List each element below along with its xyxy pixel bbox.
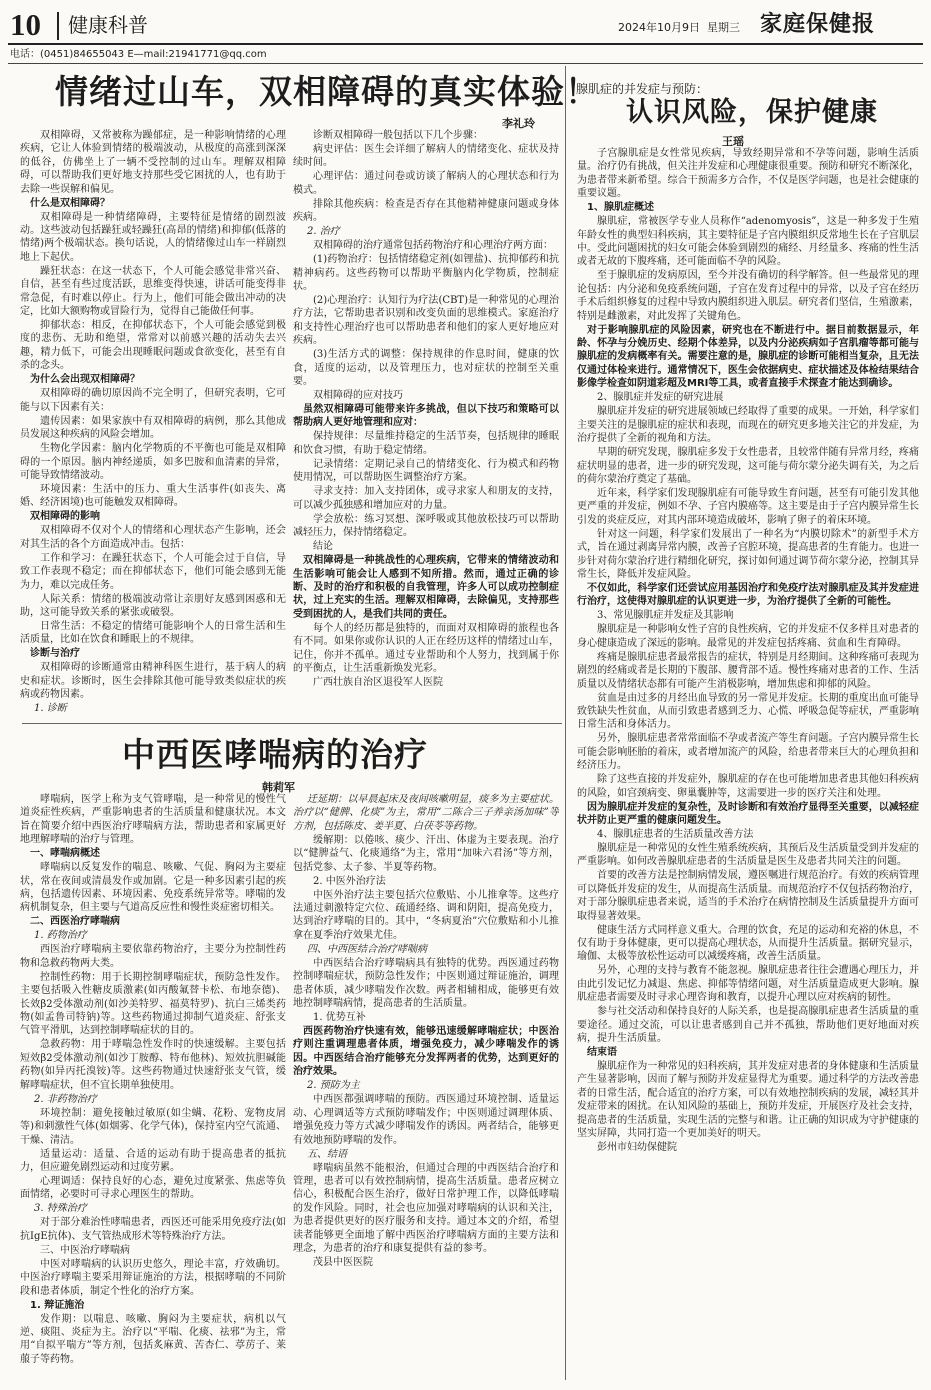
paragraph: 学会放松：练习冥想、深呼吸或其他放松技巧可以帮助减轻压力，保持情绪稳定。 <box>293 513 559 539</box>
paragraph: 腺肌症，常被医学专业人员称作“adenomyosis”，这是一种多发于生殖年龄女性的典型妇科疾病，其主要特征是子宫内膜组织反常地生长在子宫肌层中。受此问题困扰的妇女可能会体验到剧烈的痛经、月经量多、疼痛的性生活或者无故的下腹疼痛，还可能面临不孕的风险。 <box>577 216 919 268</box>
paragraph: 腺肌症是一种影响女性子宫的良性疾病，它的并发症不仅多样且对患者的身心健康造成了深远的影响。最常见的并发症包括疼痛、贫血和生育障碍。 <box>577 624 919 649</box>
paragraph: (1)药物治疗：包括情绪稳定剂(如锂盐)、抗抑郁药和抗精神病药。这些药物可以帮助平衡脑内化学物质，控制症状。 <box>293 254 559 293</box>
contact-line: 电话：(0451)84655043 E—mail:21941771@qq.com <box>10 49 267 60</box>
article1-column-1 <box>20 129 286 723</box>
paragraph: 针对这一问题，科学家们发展出了一种名为“内膜切除术”的新型手术方式，旨在通过剥离异常内膜，改善子宫腔环境，提高患者的生育能力。也进一步针对荷尔蒙治疗进行精细化研究，探讨如何通过调节荷尔蒙分泌，控制其异常生长，降低并发症风险。 <box>577 528 919 580</box>
paragraph: 子宫腺肌症是女性常见疾病，导致经期异常和不孕等问题，影响生活质量。治疗仍有挑战，但关注并发症和心理健康很重要。预防和研究不断深化，为患者带来新希望。综合干预需多方合作，不仅是医学问题，也是社会健康的重要议题。 <box>577 148 919 200</box>
article3-author: 王瑶 <box>722 135 744 148</box>
paragraph: 双相障碍的治疗通常包括药物治疗和心理治疗两方面： <box>313 240 553 252</box>
paragraph: 生物化学因素：脑内化学物质的不平衡也可能是双相障碍的一个原因。脑内神经递质，如多巴胺和血清素的异常，可能导致情绪波动。 <box>20 443 286 481</box>
paragraph: 哮喘病以反复发作的喘息、咳嗽、气促、胸闷为主要症状，常在夜间或清晨发作或加剧。它是一种多因素引起的疾病，包括遗传因素、环境因素、免疫系统异常等。哮喘的发病机制复杂，但主要与气道高反应性和慢性炎症密切相关。 <box>20 862 286 914</box>
paragraph: 哮喘病，医学上称为支气管哮喘，是一种常见的慢性气道炎症性疾病，严重影响患者的生活质量和健康状况。本文旨在简要介绍中西医治疗哮喘病方法，帮助患者和家属更好地理解哮喘的治疗与管理。 <box>20 794 286 846</box>
paragraph: 中医外治疗法主要包括穴位敷贴、小儿推拿等。这些疗法通过刺激特定穴位、疏通经络、调和阴阳，提高免疫力，达到治疗哮喘的目的。其中，“冬病夏治”穴位敷贴和小儿推拿在夏季治疗效果尤佳。 <box>293 889 559 941</box>
paragraph: 贫血是由过多的月经出血导致的另一常见并发症。长期的重度出血可能导致铁缺失性贫血，从而引致患者感到乏力、心慌、呼吸急促等症状，严重影响日常生活和身体活力。 <box>577 692 919 731</box>
paragraph: (3)生活方式的调整：保持规律的作息时间，健康的饮食，适度的运动，以及管理压力，也对症状的控制至关重要。 <box>293 349 559 388</box>
article1-title: 情绪过山车，双相障碍的真实体验！ <box>55 72 599 111</box>
section-heading: 不仅如此，科学家们还尝试应用基因治疗和免疫疗法对腺肌症及其并发症进行治疗，这使得对腺肌症的认识更进一步，为治疗提供了全新的可能性。 <box>577 582 919 608</box>
paragraph: 早期的研究发现，腺肌症多发于女性患者，且较常伴随有异常月经，疼痛症状明显的患者，进一步的研究发现，这可能与荷尔蒙分泌失调有关，为之后的荷尔蒙治疗奠定了基础。 <box>577 447 919 485</box>
paragraph: 双相障碍是一种情绪障碍，主要特征是情绪的剧烈波动。这些波动包括躁狂或轻躁狂(高昂的情绪)和抑郁(低落的情绪)两个极端状态。换句话说，人的情绪像过山车一样剧烈地上下起伏。 <box>20 211 286 263</box>
paragraph: 三、中医治疗哮喘病 <box>40 1244 130 1256</box>
section-heading: 双相障碍的影响 <box>30 511 100 523</box>
paragraph: 至于腺肌症的发病原因，至今并没有确切的科学解答。但一些最常见的理论包括：内分泌和免疫系统问题，子宫在发育过程中的异常，以及子宫在经历手术后组织修复的过程中导致内膜组织进入肌层。研究者们坚信，生殖激素，特别是雌激素，对此发挥了关键角色。 <box>577 270 919 322</box>
article1-column-2 <box>293 129 559 723</box>
paragraph: 广西壮族自治区退役军人医院 <box>313 676 443 688</box>
paragraph: 3. 特殊治疗 <box>34 1203 87 1215</box>
paragraph: 诊断双相障碍一般包括以下几个步骤： <box>313 130 483 141</box>
section-heading: 诊断与治疗 <box>30 648 80 660</box>
paragraph: 工作和学习：在躁狂状态下，个人可能会过于自信，导致工作表现不稳定；而在抑郁状态下，他们可能会感到无能为力，难以完成任务。 <box>20 552 286 591</box>
paper-name: 家庭保健报 <box>760 12 876 37</box>
paragraph: 茂县中医医院 <box>313 1256 373 1268</box>
paragraph: 记录情绪：定期记录自己的情绪变化、行为模式和药物使用情况，可以帮助医生调整治疗方案。 <box>293 458 559 484</box>
paragraph: 双相障碍的诊断通常由精神科医生进行，基于病人的病史和症状。诊断时，医生会排除其他可能导致类似症状的疾病或药物因素。 <box>20 662 286 701</box>
paragraph: 双相障碍的确切原因尚不完全明了，但研究表明，它可能与以下因素有关： <box>20 388 286 413</box>
issue-date <box>618 19 740 35</box>
paragraph: 腺肌症并发症的研究进展领域已经取得了重要的成果。一开始，科学家们主要关注的是腺肌症的症状和表现，而现在的研究更多地关注它的并发症，为治疗提供了全新的视角和方法。 <box>577 406 919 445</box>
paragraph: 日常生活：不稳定的情绪可能影响个人的日常生活和生活质量，比如在饮食和睡眠上的不规律。 <box>20 620 286 646</box>
paragraph: 发作期：以喘息、咳嗽、胸闷为主要症状，病机以气逆、痰阻、炎症为主。治疗以“平喘、化痰、祛邪”为主，常用“自拟平喘方”等方剂，包括炙麻黄、苦杏仁、葶苈子、莱菔子等药物。 <box>20 1313 286 1365</box>
paragraph: 健康生活方式同样意义重大。合理的饮食，充足的运动和充裕的休息，不仅有助于身体健康，更可以提高心理状态，从而提升生活质量。据研究显示，瑜伽、太极等放松性运动可以减缓疼痛，改善生活质量。 <box>577 924 919 963</box>
article3-kicker: 腺肌症的并发症与预防： <box>576 82 709 96</box>
article2-title: 中西医哮喘病的治疗 <box>122 735 428 774</box>
article2-column-1 <box>20 793 286 1385</box>
paragraph: 疼痛是腺肌症患者最常报告的症状，特别是月经期间。这种疼痛可表现为剧烈的经痛或者是长期的下腹部、腰背部不适。慢性疼痛对患者的工作、生活质量以及情绪状态都有可能产生消极影响，增加焦虑和抑郁的风险。 <box>577 651 919 690</box>
paragraph: 中西医都强调哮喘的预防。西医通过环境控制、适量运动、心理调适等方式预防哮喘发作；中医则通过调理体质、增强免疫力等方式减少哮喘发作的诱因。两者结合，能够更有效地预防哮喘的发作。 <box>293 1094 559 1146</box>
paragraph: 躁狂状态：在这一状态下，个人可能会感觉非常兴奋、自信，甚至有些过度活跃，思维变得快速，讲话可能变得非常急促，有时难以停止。行为上，他们可能会做出冲动的决定，比如大额购物或冒险行为，觉得自己能做任何事。 <box>20 265 286 318</box>
paragraph: 环境因素：生活中的压力、重大生活事件(如丧失、离婚、经济困境)也可能触发双相障碍。 <box>20 483 286 509</box>
paragraph: 哮喘病虽然不能根治，但通过合理的中西医结合治疗和管理，患者可以有效控制病情，提高生活质量。患者应树立信心，积极配合医生治疗，做好日常护理工作，以降低哮喘的发作风险。同时，社会也应加强对哮喘病的认识和关注，为患者提供更好的医疗服务和支持。通过本文的介绍，希望读者能够更全面地了解中西医治疗哮喘病方面的主要方法和理念，为患者的治疗和康复提供有益的参考。 <box>293 1162 559 1254</box>
weekday-text: 星期三 <box>707 21 740 34</box>
paragraph: 除了这些直接的并发症外，腺肌症的存在也可能增加患者患其他妇科疾病的风险，如宫颈病变、卵巢囊肿等，这需要进一步的医疗关注和处理。 <box>577 774 919 799</box>
paragraph: 遗传因素：如果家族中有双相障碍的病例，那么其他成员发展这种疾病的风险会增加。 <box>20 415 286 441</box>
paragraph: 环境控制：避免接触过敏原(如尘螨、花粉、宠物皮屑等)和刺激性气体(如烟雾、化学气体)，保持室内空气流通、干燥、清洁。 <box>20 1107 286 1146</box>
section-heading: 虽然双相障碍可能带来许多挑战，但以下技巧和策略可以帮助病人更好地管理和应对： <box>293 404 559 429</box>
section-heading: 一、哮喘病概述 <box>30 848 100 860</box>
paragraph: 近年来，科学家们发现腺肌症有可能导致生育问题，甚至有可能引发其他更严重的并发症，例如不孕、子宫内膜癌等。这主要是由于子宫内膜异常生长引发的炎症反应，对其内部环境造成破坏，影响了卵子的着床环境。 <box>577 487 919 526</box>
section-heading: 双相障碍是一种挑战性的心理疾病，它带来的情绪波动和生活影响可能会让人感到不知所措。然而，通过正确的诊断、及时的治疗和积极的自我管理，许多人可以成功控制症状，过上充实的生活。理解双相障碍，去除偏见，支持那些受到困扰的人，是我们共同的责任。 <box>293 555 559 620</box>
section-heading: 为什么会出现双相障碍？ <box>30 374 140 386</box>
paragraph: 彭州市妇幼保健院 <box>597 1142 677 1154</box>
paragraph: 五、结语 <box>307 1148 347 1160</box>
section-heading: 1. 辩证施治 <box>30 1299 85 1311</box>
paragraph: 中西医结合治疗哮喘病具有独特的优势。西医通过药物控制哮喘症状，预防急性发作；中医则通过辩证施治，调理患者体质，减少哮喘发作次数。两者相辅相成，能够更有效地控制哮喘病情，提高患者的生活质量。 <box>293 957 559 1010</box>
paragraph: 心理评估：通过问卷或访谈了解病人的心理状态和行为模式。 <box>293 171 559 196</box>
paragraph: 结论 <box>313 541 333 553</box>
paragraph: 每个人的经历都是独特的，而面对双相障碍的旅程也各有不同。如果你或你认识的人正在经历这样的情绪过山车，记住，你并不孤单。通过专业帮助和个人努力，找到属于你的平衡点，让生活重新焕发光彩。 <box>293 622 559 674</box>
paragraph: 2. 预防为主 <box>307 1080 360 1092</box>
paragraph: 人际关系：情绪的极端波动常让亲朋好友感到困惑和无助，这可能导致关系的紧张或破裂。 <box>20 593 286 618</box>
header-divider <box>57 12 59 40</box>
paragraph: 3、常见腺肌症并发症及其影响 <box>597 610 734 622</box>
header-rule <box>8 43 923 45</box>
section-heading: 对于影响腺肌症的风险因素，研究也在不断进行中。据目前数据显示，年龄、怀孕与分娩历史、经期个体差异，以及内分泌疾病如子宫肌瘤等都可能与腺肌症的发病概率有关。需要注意的是，腺肌症的诊断可能相当复杂，且无法仅通过体检来进行。通常情况下，医生会依据病史、症状描述及体检结果结合影像学检查如阴道彩超及MRI等工具，或者直接手术探查才能达到确诊。 <box>577 324 919 390</box>
paragraph: 病史评估：医生会详细了解病人的情绪变化、症状及持续时间。 <box>293 144 559 169</box>
article2-author: 韩莉军 <box>262 781 295 794</box>
paragraph: 中医对哮喘病的认识历史悠久，理论丰富，疗效确切。中医治疗哮喘主要采用辩证施治的方法，根据哮喘的不同阶段和患者体质，制定个性化的治疗方案。 <box>20 1258 286 1297</box>
paragraph: 心理调适：保持良好的心态，避免过度紧张、焦虑等负面情绪，必要时可寻求心理医生的帮助。 <box>20 1175 286 1201</box>
paragraph: 双相障碍的应对技巧 <box>313 390 403 402</box>
paragraph: 寻求支持：加入支持团体，或寻求家人和朋友的支持，可以减少孤独感和增加应对的力量。 <box>293 486 559 511</box>
article1-author: 李礼玲 <box>502 117 535 130</box>
paragraph: 双相障碍不仅对个人的情绪和心理状态产生影响，还会对其生活的各个方面造成冲击。包括： <box>20 525 286 550</box>
paragraph: (2)心理治疗：认知行为疗法(CBT)是一种常见的心理治疗方法，它帮助患者识别和改变负面的思维模式。家庭治疗和支持性心理治疗也可以帮助患者和他们的家人更好地应对疾病。 <box>293 295 559 347</box>
paragraph: 首要的改善方法是控制病情发展，遵医嘱进行规范治疗。有效的疾病管理可以降低并发症的发生，从而提高生活质量。而规范治疗不仅包括药物治疗，对于部分腺肌症患者来说，适当的手术治疗在病情控制及生活质量提升方面可取得显著效果。 <box>577 870 919 922</box>
paragraph: 排除其他疾病：检查是否存在其他精神健康问题或身体疾病。 <box>293 198 559 224</box>
section-heading: 西医药物治疗快速有效，能够迅速缓解哮喘症状；中医治疗则注重调理患者体质，增强免疫力，减少哮喘发作的诱因。中西医结合治疗能够充分发挥两者的优势，达到更好的治疗效果。 <box>293 1026 559 1078</box>
paragraph: 对于部分难治性哮喘患者，西医还可能采用免疫疗法(如抗IgE抗体)、支气管热成形术等特殊治疗方法。 <box>20 1217 286 1242</box>
paragraph: 抑郁状态：相反，在抑郁状态下，个人可能会感觉到极度的悲伤、无助和绝望，常常对以前感兴趣的活动失去兴趣，精力低下，可能会出现睡眠问题或食欲变化，甚至有自杀的念头。 <box>20 320 286 372</box>
paragraph: 急救药物：用于哮喘急性发作时的快速缓解。主要包括短效β2受体激动剂(如沙丁胺醇、特布他林)、短效抗胆碱能药物(如异丙托溴铵)等。这些药物通过快速舒张支气管，缓解哮喘症状，但不宜长期单独使用。 <box>20 1039 286 1091</box>
paragraph: 参与社交活动和保持良好的人际关系，也是提高腺肌症患者生活质量的重要途径。通过交流，可以让患者感到自己并不孤独，帮助他们更好地面对疾病，提升生活质量。 <box>577 1006 919 1045</box>
article-divider <box>22 723 562 724</box>
article3-column <box>577 147 919 1383</box>
section-heading: 因为腺肌症并发症的复杂性，及时诊断和有效治疗显得至关重要，以减轻症状并防止更严重的健康问题发生。 <box>577 801 919 826</box>
paragraph: 腺肌症作为一种常见的妇科疾病，其并发症对患者的身体健康和生活质量产生显著影响，因而了解与预防并发症显得尤为重要。通过科学的方法改善患者的日常生活，配合适宜的治疗方案，可以有效地控制疾病的发展，减轻其并发症带来的困扰。在认知风险的基础上，预防并发症，开展医疗及社会支持，提高患者的生活质量，实现生活的完整与和谐。让正确的知识成为守护健康的坚实屏障，共同打造一个更加美好的明天。 <box>577 1061 919 1140</box>
paragraph: 四、中西医结合治疗哮喘病 <box>307 943 427 955</box>
paragraph: 迁延期：以早晨起床及夜间咳嗽明显，痰多为主要症状。治疗以“健脾、化痰”为主，常用“二陈合三子养亲汤加味”等方剂，包括陈皮、姜半夏、白茯苓等药物。 <box>293 794 559 832</box>
paragraph: 控制性药物：用于长期控制哮喘症状，预防急性发作。主要包括吸入性糖皮质激素(如丙酸氟替卡松、布地奈德)、长效β2受体激动剂(如沙美特罗、福莫特罗)、抗白三烯类药物(如孟鲁司特钠)等。这些药物通过抑制气道炎症、舒张支气管平滑肌，达到控制哮喘症状的目的。 <box>20 971 286 1037</box>
paragraph: 2. 中医外治疗法 <box>313 875 386 887</box>
column-divider <box>565 66 566 1380</box>
paragraph: 4、腺肌症患者的生活质量改善方法 <box>597 829 754 840</box>
paragraph: 2. 治疗 <box>307 226 340 238</box>
paragraph: 另外，腺肌症患者常常面临不孕或者流产等生育问题。子宫内膜异常生长可能会影响胚胎的着床，或者增加流产的风险，给患者带来巨大的心理负担和经济压力。 <box>577 733 919 772</box>
paragraph: 双相障碍，又常被称为躁郁症，是一种影响情绪的心理疾病，它让人体验到情绪的极端波动，从极度的高涨到深深的低谷，仿佛坐上了一辆不受控制的过山车。理解双相障碍，可以帮助我们更好地支持那些受它困扰的人，也有助于去除一些误解和偏见。 <box>20 130 286 195</box>
paragraph: 保持规律：尽量维持稳定的生活节奏，包括规律的睡眠和饮食习惯，有助于稳定情绪。 <box>293 431 559 456</box>
paragraph: 缓解期：以倦咳、痰少、汗出、体虚为主要表现。治疗以“健脾益气、化痰通络”为主，常用“加味六君汤”等方剂，包括党参、太子参、半夏等药物。 <box>293 834 559 873</box>
paragraph: 1. 药物治疗 <box>34 930 87 942</box>
paragraph: 西医治疗哮喘病主要依靠药物治疗，主要分为控制性药物和急救药物两大类。 <box>20 944 286 969</box>
section-heading: 结束语 <box>587 1047 617 1059</box>
paragraph: 1. 诊断 <box>34 703 67 715</box>
section-heading: 1、腺肌症概述 <box>587 202 654 214</box>
paragraph: 2、腺肌症并发症的研究进展 <box>597 392 724 404</box>
header-rule-thin <box>8 63 923 64</box>
paragraph: 腺肌症是一种常见的女性生殖系统疾病，其预后及生活质量受到并发症的严重影响。如何改善腺肌症患者的生活质量是医生及患者共同关注的问题。 <box>577 843 919 868</box>
paragraph: 1. 优势互补 <box>313 1012 366 1024</box>
article2-column-2 <box>293 793 559 1385</box>
paragraph: 适量运动：适量、合适的运动有助于提高患者的抵抗力，但应避免剧烈运动和过度劳累。 <box>20 1148 286 1173</box>
paragraph: 2. 非药物治疗 <box>34 1093 97 1105</box>
date-text: 2024年10月9日 <box>618 21 700 34</box>
article3-title: 认识风险，保护健康 <box>626 97 878 128</box>
section-title: 健康科普 <box>68 13 148 37</box>
page-number: 10 <box>10 7 41 42</box>
section-heading: 二、西医治疗哮喘病 <box>30 916 120 928</box>
paragraph: 另外，心理的支持与教育不能忽视。腺肌症患者往往会遭遇心理压力，并由此引发记忆力减退、焦虑、抑郁等情绪问题，对生活质量造成更大影响。腺肌症患者需要及时寻求心理咨询和教育，以提升心理以应对疾病的韧性。 <box>577 965 919 1004</box>
section-heading: 什么是双相障碍？ <box>30 197 110 209</box>
